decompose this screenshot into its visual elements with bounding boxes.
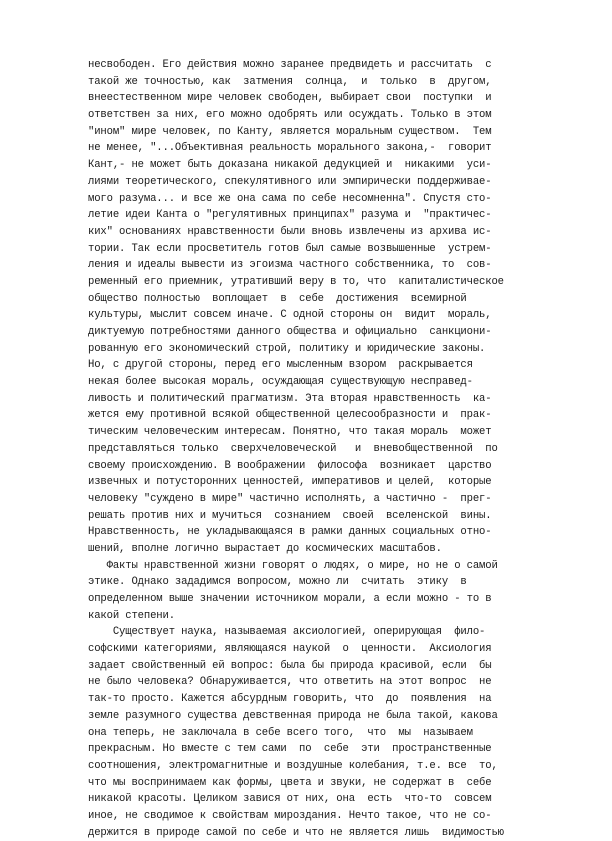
text-line: какой степени. bbox=[88, 609, 175, 622]
text-line: прекрасным. Но вместе с тем сами по себе эти пространственные bbox=[88, 743, 492, 756]
text-line: земле разумного существа девственная природа не была такой, какова bbox=[88, 709, 498, 722]
text-line: несвободен. Его действия можно заранее предвидеть и рассчитать с bbox=[88, 59, 492, 71]
text-line: держится в природе самой по себе и что не является лишь видимостью bbox=[88, 826, 504, 839]
text-line: ления и идеалы вывести из эгоизма частного собственника, то сов- bbox=[88, 259, 492, 272]
text-line: культуры, мыслит совсем иначе. С одной стороны он видит мораль, bbox=[88, 309, 492, 322]
text-line: рованную его экономический строй, политику и юридические законы. bbox=[88, 342, 486, 355]
text-line: ременный его приемник, утративший веру в то, что капиталистическое bbox=[88, 275, 504, 288]
text-line: этике. Однако зададимся вопросом, можно ли считать этику в bbox=[88, 576, 467, 589]
text-line: тории. Так если просветитель готов был самые возвышенные устрем- bbox=[88, 242, 492, 255]
text-line: своему происхождению. В воображении философа возникает царство bbox=[88, 459, 492, 472]
text-line: жется ему противной всякой общественной целесообразности и прак- bbox=[88, 409, 492, 422]
text-line: мого разума... и все же она сама по себе несомненна". Спустя сто- bbox=[88, 192, 492, 205]
text-line: иное, не сводимое к свойствам мироздания. Нечто такое, что не со- bbox=[88, 809, 492, 822]
text-line: задает свойственный ей вопрос: была бы природа красивой, если бы bbox=[88, 659, 492, 672]
text-line: софскими категориями, являющаяся наукой о ценности. Аксиология bbox=[88, 643, 492, 656]
text-line: такой же точностью, как затмения солнца, и только в другом, bbox=[88, 75, 492, 88]
text-line: внеестественном мире человек свободен, выбирает свои поступки и bbox=[88, 92, 492, 105]
text-line: диктуемую потребностями данного общества и официально санкциони- bbox=[88, 326, 492, 338]
text-line: она теперь, не заключала в себе всего того, что мы называем bbox=[88, 726, 473, 739]
text-line: лиями теоретического, спекулятивного или эмпирически поддерживае- bbox=[88, 175, 492, 188]
text-line: человеку "суждено в мире" частично исполнять, а частично - прег- bbox=[88, 492, 492, 505]
text-line: соотношения, электромагнитные и воздушные колебания, т.е. все то, bbox=[88, 759, 498, 772]
body-text bbox=[88, 57, 568, 841]
text-line: определенном выше значении источником морали, а если можно - то в bbox=[88, 593, 492, 605]
text-line: Существует наука, называемая аксиологией, оперирующая фило- bbox=[88, 626, 486, 639]
text-line: извечных и потусторонних ценностей, императивов и целей, которые bbox=[88, 476, 492, 489]
text-line: Факты нравственной жизни говорят о людях, о мире, но не о самой bbox=[88, 559, 498, 572]
text-line: ответствен за них, его можно одобрять или осуждать. Только в этом bbox=[88, 109, 492, 122]
text-line: "ином" мире человек, по Канту, является моральным существом. Тем bbox=[88, 125, 492, 138]
text-line: общество полностью воплощает в себе достижения всемирной bbox=[88, 292, 467, 305]
text-line: ких" основаниях нравственности были вновь извлечены из архива ис- bbox=[88, 225, 492, 238]
text-line: некая более высокая мораль, осуждающая существующую несправед- bbox=[88, 376, 473, 389]
text-line: решать против них и мучиться сознанием своей вселенской вины. bbox=[88, 509, 492, 522]
text-line: летие идеи Канта о "регулятивных принципах" разума и "практичес- bbox=[88, 209, 492, 222]
text-line: не было человека? Обнаруживается, что ответить на этот вопрос не bbox=[88, 676, 492, 689]
text-line: не менее, "...Объективная реальность морального закона,- говорит bbox=[88, 142, 492, 155]
text-line: Нравственность, не укладывающаяся в рамки данных социальных отно- bbox=[88, 526, 492, 539]
text-line: никакой красоты. Целиком завися от них, она есть что-то совсем bbox=[88, 793, 492, 806]
text-line: шений, вполне логично вырастает до космических масштабов. bbox=[88, 542, 442, 555]
text-line: Кант,- не может быть доказана никакой дедукцией и никакими уси- bbox=[88, 159, 492, 172]
text-line: тическим человеческим интересам. Понятно, что такая мораль может bbox=[88, 426, 492, 439]
text-line: что мы воспринимаем как формы, цвета и звуки, не содержат в себе bbox=[88, 776, 492, 789]
text-line: ливость и политический прагматизм. Эта вторая нравственность ка- bbox=[88, 392, 492, 405]
text-line: представляться только сверхчеловеческой и вневобщественной по bbox=[88, 442, 498, 455]
text-line: так-то просто. Кажется абсурдным говорить, что до появления на bbox=[88, 693, 492, 706]
text-line: Но, с другой стороны, перед его мысленным взором раскрывается bbox=[88, 359, 473, 372]
